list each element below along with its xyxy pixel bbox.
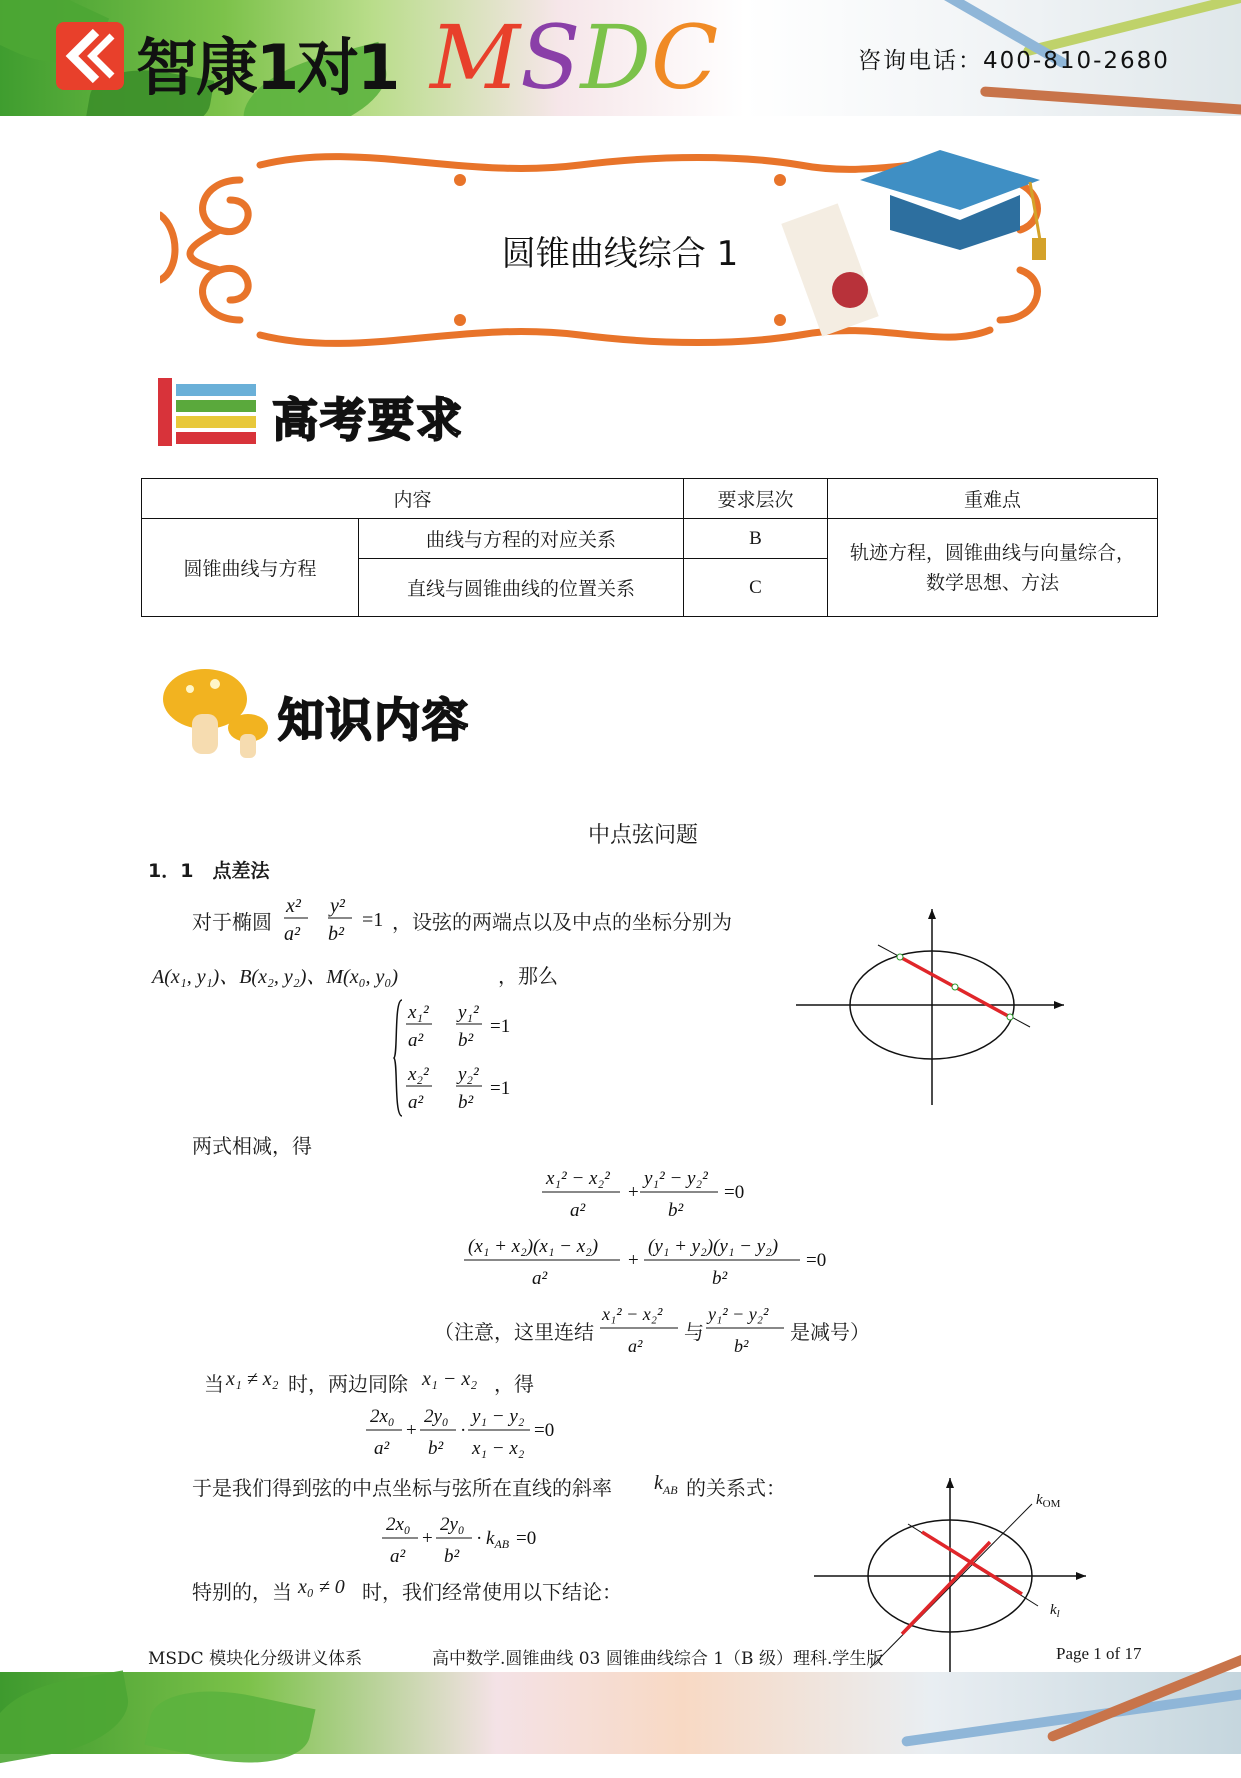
svg-text:2x₀: 2x₀ (370, 1406, 395, 1427)
contact-phone: 咨询电话：400-810-2680 (858, 48, 1170, 74)
points-expression: A(x₁, y₁)、B(x₂, y₂)、M(x₀, y₀) (152, 966, 399, 988)
svg-text:+: + (628, 1250, 639, 1271)
page-title: 圆锥曲线综合 1 (501, 234, 739, 274)
svg-text:b²: b² (734, 1336, 749, 1356)
pencil-decoration (901, 1687, 1241, 1747)
special-start: 特别的，当 (192, 1580, 292, 1604)
section-title-knowledge: 知识内容 (278, 693, 470, 747)
svg-text:=1: =1 (490, 1078, 511, 1099)
footer-center: 高中数学.圆锥曲线 03 圆锥曲线综合 1（B 级）理科.学生版 (432, 1649, 884, 1669)
svg-text:2y₀: 2y₀ (440, 1514, 465, 1535)
note-fraction-x (598, 1296, 684, 1360)
equation-slope-relation (380, 1506, 560, 1570)
svg-text:y²: y² (330, 895, 345, 917)
ellipse-equation (282, 890, 392, 946)
svg-text:=0: =0 (724, 1182, 745, 1203)
table-header-cell: 重难点 (828, 479, 1158, 519)
paragraph-subtract: 两式相减，得 (192, 1134, 312, 1158)
footer-banner (0, 1672, 1241, 1754)
mushroom-icon (160, 664, 270, 764)
page-header (0, 0, 1241, 116)
brand-letter: C (650, 6, 719, 109)
paragraph-ellipse-start: 对于椭圆 (192, 910, 272, 934)
leaf-decoration (144, 1676, 315, 1778)
svg-text:b²: b² (712, 1268, 728, 1289)
footer-page-number: Page 1 of 17 (1056, 1644, 1142, 1663)
table-keypoints-cell (828, 519, 1158, 617)
svg-text:y₁² − y₂²: y₁² − y₂² (644, 1168, 708, 1189)
brand-letter: S (520, 6, 581, 109)
svg-text:a²: a² (570, 1200, 586, 1221)
when-mid: 时，两边同除 (288, 1372, 408, 1396)
when-end: ，得 (494, 1372, 534, 1396)
table-item-cell: 直线与圆锥曲线的位置关系 (359, 559, 684, 617)
svg-text:(x₁ + x₂)(x₁ − x₂): (x₁ + x₂)(x₁ − x₂) (468, 1236, 599, 1257)
table-header-cell: 要求层次 (684, 479, 828, 519)
ellipse-chord-graph (790, 905, 1070, 1110)
svg-text:x₁²: x₁² (408, 1002, 429, 1023)
paragraph-ellipse-end: ，设弦的两端点以及中点的坐标分别为 (392, 910, 732, 934)
svg-text:b²: b² (458, 1092, 474, 1113)
table-header-row (142, 479, 1158, 519)
svg-text:y₂²: y₂² (458, 1064, 479, 1085)
logo-mark (56, 22, 124, 90)
table-header-cell: 内容 (142, 479, 684, 519)
svg-text:a²: a² (628, 1336, 643, 1356)
content-heading: 中点弦问题 (588, 823, 699, 848)
special-end: 时，我们经常使用以下结论： (362, 1580, 622, 1604)
svg-text:a²: a² (408, 1030, 424, 1051)
brand-letter: D (580, 6, 651, 109)
svg-text:=0: =0 (516, 1528, 537, 1549)
svg-text:x²: x² (286, 895, 301, 917)
books-icon (152, 374, 262, 450)
svg-text:+: + (406, 1420, 417, 1441)
paragraph-then: ，那么 (498, 964, 558, 988)
when-start: 当 (204, 1372, 224, 1396)
table-row (142, 519, 1158, 559)
note-fraction-y (704, 1296, 790, 1360)
table-item-cell: 曲线与方程的对应关系 (359, 519, 684, 559)
section-title-requirements: 高考要求 (272, 393, 464, 447)
when-condition: x₁ ≠ x₂ (226, 1368, 279, 1390)
svg-text:=0: =0 (806, 1250, 827, 1271)
svg-text:2x₀: 2x₀ (386, 1514, 411, 1535)
svg-text:a²: a² (532, 1268, 548, 1289)
svg-text:2y₀: 2y₀ (424, 1406, 449, 1427)
svg-text:+: + (628, 1182, 639, 1203)
keypoint-line: 数学思想、方法 (925, 571, 1059, 594)
svg-text:y₁ − y₂: y₁ − y₂ (472, 1406, 525, 1427)
svg-text:x₁² − x₂²: x₁² − x₂² (546, 1168, 610, 1189)
svg-text:b²: b² (428, 1438, 444, 1459)
equation-factored (462, 1228, 842, 1292)
svg-text:y₁² − y₂²: y₁² − y₂² (708, 1304, 769, 1324)
label-kom: $k_{OM}$ (1036, 1492, 1061, 1510)
pencil-decoration (980, 86, 1241, 116)
table-category-cell: 圆锥曲线与方程 (142, 519, 359, 617)
svg-text:b²: b² (444, 1546, 460, 1567)
leaf-decoration (0, 1670, 135, 1763)
equation-difference (540, 1160, 760, 1224)
svg-text:x₁² − x₂²: x₁² − x₂² (602, 1304, 663, 1324)
svg-text:b²: b² (458, 1030, 474, 1051)
logo-icon (56, 22, 124, 90)
relation-end: 的关系式： (686, 1476, 786, 1500)
svg-text:kAB: $k_{AB}$ (486, 1528, 510, 1551)
equation-system (392, 996, 532, 1120)
note-mid: 与 (684, 1320, 704, 1344)
note-end: 是减号） (790, 1320, 870, 1344)
relation-start: 于是我们得到弦的中点坐标与弦所在直线的斜率 (192, 1476, 612, 1500)
label-kl: $k_l$ (1050, 1602, 1060, 1620)
svg-text:a²: a² (374, 1438, 390, 1459)
equation-divided (364, 1398, 574, 1462)
svg-text:·: · (460, 1420, 467, 1441)
svg-text:·: · (476, 1528, 483, 1549)
svg-text:=1: =1 (490, 1016, 511, 1037)
slope-symbol: $k_{AB}$ (654, 1472, 678, 1497)
svg-text:x₂²: x₂² (408, 1064, 429, 1085)
svg-text:y₁²: y₁² (458, 1002, 479, 1023)
svg-text:a²: a² (408, 1092, 424, 1113)
special-condition: x₀ ≠ 0 (298, 1576, 345, 1598)
table-level-cell: C (684, 559, 828, 617)
svg-text:=0: =0 (534, 1420, 555, 1441)
when-divisor: x₁ − x₂ (422, 1368, 478, 1390)
table-level-cell: B (684, 519, 828, 559)
requirements-table (141, 478, 1158, 617)
svg-text:+: + (422, 1528, 433, 1549)
svg-text:x₁ − x₂: x₁ − x₂ (472, 1438, 525, 1459)
note-start: （注意，这里连结 (434, 1320, 594, 1344)
footer-left: MSDC 模块化分级讲义体系 (148, 1649, 363, 1669)
svg-text:b²: b² (328, 923, 344, 945)
svg-text:=1: =1 (362, 909, 384, 931)
svg-text:a²: a² (390, 1546, 406, 1567)
content-subheading: 1．1 点差法 (148, 860, 270, 882)
brand-msdc (430, 6, 718, 109)
logo-text: 智康1对1 (136, 31, 399, 104)
svg-text:(y₁ + y₂)(y₁ − y₂): (y₁ + y₂)(y₁ − y₂) (648, 1236, 779, 1257)
brand-letter: M (430, 6, 521, 109)
svg-text:b²: b² (668, 1200, 684, 1221)
svg-text:a²: a² (284, 923, 300, 945)
keypoint-line: 轨迹方程，圆锥曲线与向量综合， (849, 541, 1135, 564)
